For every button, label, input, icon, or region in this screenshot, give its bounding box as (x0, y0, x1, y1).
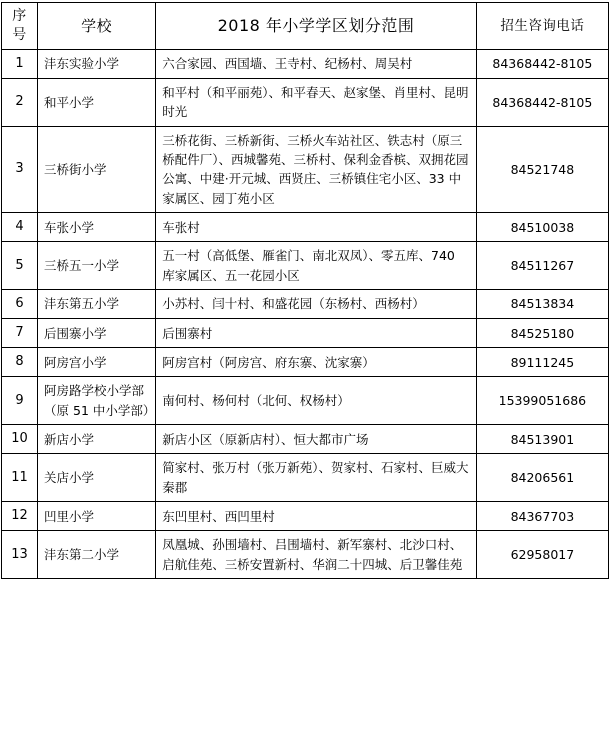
cell-no: 13 (2, 531, 38, 579)
cell-no: 7 (2, 319, 38, 348)
cell-phone: 62958017 (476, 531, 608, 579)
cell-school: 阿房宫小学 (38, 348, 156, 377)
school-zone-table (1, 2, 609, 579)
column-header-school: 学校 (38, 3, 156, 50)
cell-no: 4 (2, 213, 38, 242)
cell-school: 三桥街小学 (38, 126, 156, 213)
cell-range: 阿房宫村（阿房宫、府东寨、沈家寨） (156, 348, 477, 377)
cell-range: 简家村、张万村（张万新苑）、贺家村、石家村、巨威大秦郡 (156, 454, 477, 502)
cell-no: 11 (2, 454, 38, 502)
cell-range: 凤凰城、孙围墙村、吕围墙村、新军寨村、北沙口村、启航佳苑、三桥安置新村、华润二十四城、后卫馨佳苑 (156, 531, 477, 579)
cell-school: 后围寨小学 (38, 319, 156, 348)
table-row (2, 126, 609, 213)
cell-no: 8 (2, 348, 38, 377)
cell-no: 6 (2, 290, 38, 319)
cell-phone: 84510038 (476, 213, 608, 242)
cell-range: 五一村（高低堡、雁雀门、南北双凤）、零五库、740 库家属区、五一花园小区 (156, 242, 477, 290)
table-row (2, 290, 609, 319)
cell-phone: 84513834 (476, 290, 608, 319)
table-row (2, 213, 609, 242)
table-row (2, 49, 609, 78)
table-row (2, 454, 609, 502)
cell-no: 3 (2, 126, 38, 213)
column-header-range: 2018 年小学学区划分范围 (156, 3, 477, 50)
table-row (2, 78, 609, 126)
cell-no: 5 (2, 242, 38, 290)
table-row (2, 377, 609, 425)
cell-no: 2 (2, 78, 38, 126)
cell-school: 沣东第五小学 (38, 290, 156, 319)
table-row (2, 319, 609, 348)
cell-range: 三桥花街、三桥新街、三桥火车站社区、铁志村（原三桥配件厂）、西城馨苑、三桥村、保利金香槟、双拥花园公寓、中建·开元城、西贤庄、三桥镇住宅小区、33 中家属区、园丁苑小区 (156, 126, 477, 213)
table-header (2, 3, 609, 50)
column-header-phone: 招生咨询电话 (476, 3, 608, 50)
cell-no: 1 (2, 49, 38, 78)
cell-school: 阿房路学校小学部（原 51 中小学部） (38, 377, 156, 425)
cell-school: 关店小学 (38, 454, 156, 502)
cell-phone: 84368442-8105 (476, 49, 608, 78)
table-row (2, 531, 609, 579)
table-body (2, 49, 609, 578)
cell-no: 10 (2, 425, 38, 454)
cell-phone: 84513901 (476, 425, 608, 454)
cell-school: 和平小学 (38, 78, 156, 126)
cell-school: 三桥五一小学 (38, 242, 156, 290)
cell-phone: 84521748 (476, 126, 608, 213)
cell-range: 车张村 (156, 213, 477, 242)
cell-school: 新店小学 (38, 425, 156, 454)
column-header-no: 序号 (2, 3, 38, 50)
cell-range: 小苏村、闫十村、和盛花园（东杨村、西杨村） (156, 290, 477, 319)
table-row (2, 425, 609, 454)
cell-no: 12 (2, 502, 38, 531)
cell-range: 新店小区（原新店村）、恒大都市广场 (156, 425, 477, 454)
cell-phone: 84368442-8105 (476, 78, 608, 126)
cell-school: 凹里小学 (38, 502, 156, 531)
table-row (2, 502, 609, 531)
cell-school: 车张小学 (38, 213, 156, 242)
cell-school: 沣东第二小学 (38, 531, 156, 579)
table-header-row (2, 3, 609, 50)
cell-range: 六合家园、西国墙、王寺村、纪杨村、周吴村 (156, 49, 477, 78)
cell-phone: 84367703 (476, 502, 608, 531)
cell-school: 沣东实验小学 (38, 49, 156, 78)
cell-phone: 89111245 (476, 348, 608, 377)
table-row (2, 348, 609, 377)
cell-no: 9 (2, 377, 38, 425)
cell-phone: 84525180 (476, 319, 608, 348)
cell-phone: 84206561 (476, 454, 608, 502)
table-row (2, 242, 609, 290)
cell-range: 后围寨村 (156, 319, 477, 348)
cell-range: 南何村、杨何村（北何、权杨村） (156, 377, 477, 425)
cell-range: 东凹里村、西凹里村 (156, 502, 477, 531)
cell-phone: 15399051686 (476, 377, 608, 425)
cell-phone: 84511267 (476, 242, 608, 290)
cell-range: 和平村（和平丽苑）、和平春天、赵家堡、肖里村、昆明时光 (156, 78, 477, 126)
